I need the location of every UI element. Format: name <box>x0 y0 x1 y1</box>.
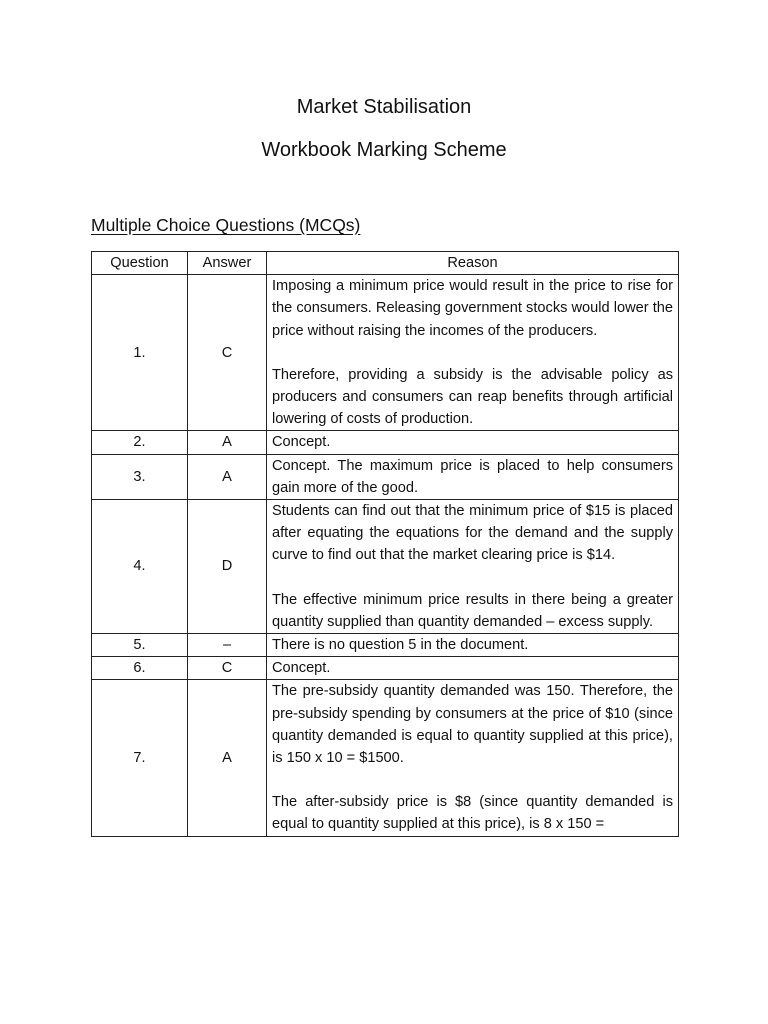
document-title: Market Stabilisation <box>296 96 472 118</box>
answer-cell: A <box>188 680 267 836</box>
answer-cell: C <box>188 657 267 680</box>
question-number: 2. <box>92 431 188 454</box>
reason-cell <box>267 680 679 836</box>
reason-paragraph: Concept. <box>272 660 331 677</box>
table-row <box>92 431 679 454</box>
question-number: 5. <box>92 634 188 657</box>
reason-paragraph: Therefore, providing a subsidy is the advisable policy as producers and consumers can reap benefits through artificial lowering of costs of production. <box>272 366 673 428</box>
reason-cell <box>267 275 679 431</box>
answer-cell: A <box>188 431 267 454</box>
reason-cell <box>267 431 679 454</box>
table-row <box>92 634 679 657</box>
question-number: 7. <box>92 680 188 836</box>
section-heading: Multiple Choice Questions (MCQs) <box>91 215 361 235</box>
header-reason: Reason <box>267 252 679 275</box>
table-row <box>92 500 679 634</box>
reason-cell <box>267 634 679 657</box>
table-row <box>92 680 679 836</box>
reason-paragraph: Concept. The maximum price is placed to help consumers gain more of the good. <box>272 457 673 496</box>
question-number: 1. <box>92 275 188 431</box>
reason-cell <box>267 454 679 499</box>
answer-cell: – <box>188 634 267 657</box>
reason-paragraph: The effective minimum price results in there being a greater quantity supplied than quantity demanded – excess supply. <box>272 591 673 630</box>
table-header-row <box>92 252 679 275</box>
answer-cell: D <box>188 500 267 634</box>
question-number: 3. <box>92 454 188 499</box>
reason-paragraph: The after-subsidy price is $8 (since quantity demanded is equal to quantity supplied at this price), is 8 x 150 = <box>272 794 673 833</box>
reason-paragraph: There is no question 5 in the document. <box>272 637 529 654</box>
table-row <box>92 657 679 680</box>
question-number: 4. <box>92 500 188 634</box>
reason-paragraph: Students can find out that the minimum price of $15 is placed after equating the equations for the demand and the supply curve to find out that the market clearing price is $14. <box>272 503 673 564</box>
header-question: Question <box>92 252 188 275</box>
reason-paragraph: Concept. <box>272 434 331 451</box>
reason-paragraph: Imposing a minimum price would result in the price to rise for the consumers. Releasing government stocks would lower the price without raising the incomes of the producers. <box>272 278 673 339</box>
answer-cell: C <box>188 275 267 431</box>
document-subtitle: Workbook Marking Scheme <box>261 139 507 161</box>
reason-paragraph: The pre-subsidy quantity demanded was 150. Therefore, the pre-subsidy spending by consumers at the price of $10 (since quantity demanded is equal to quantity supplied at this price), is 150 x 10 = $1500. <box>272 683 673 767</box>
question-number: 6. <box>92 657 188 680</box>
table-row <box>92 454 679 499</box>
answer-cell: A <box>188 454 267 499</box>
reason-cell <box>267 657 679 680</box>
table-row <box>92 275 679 431</box>
reason-cell <box>267 500 679 634</box>
header-answer: Answer <box>188 252 267 275</box>
marking-scheme-table <box>91 251 679 837</box>
